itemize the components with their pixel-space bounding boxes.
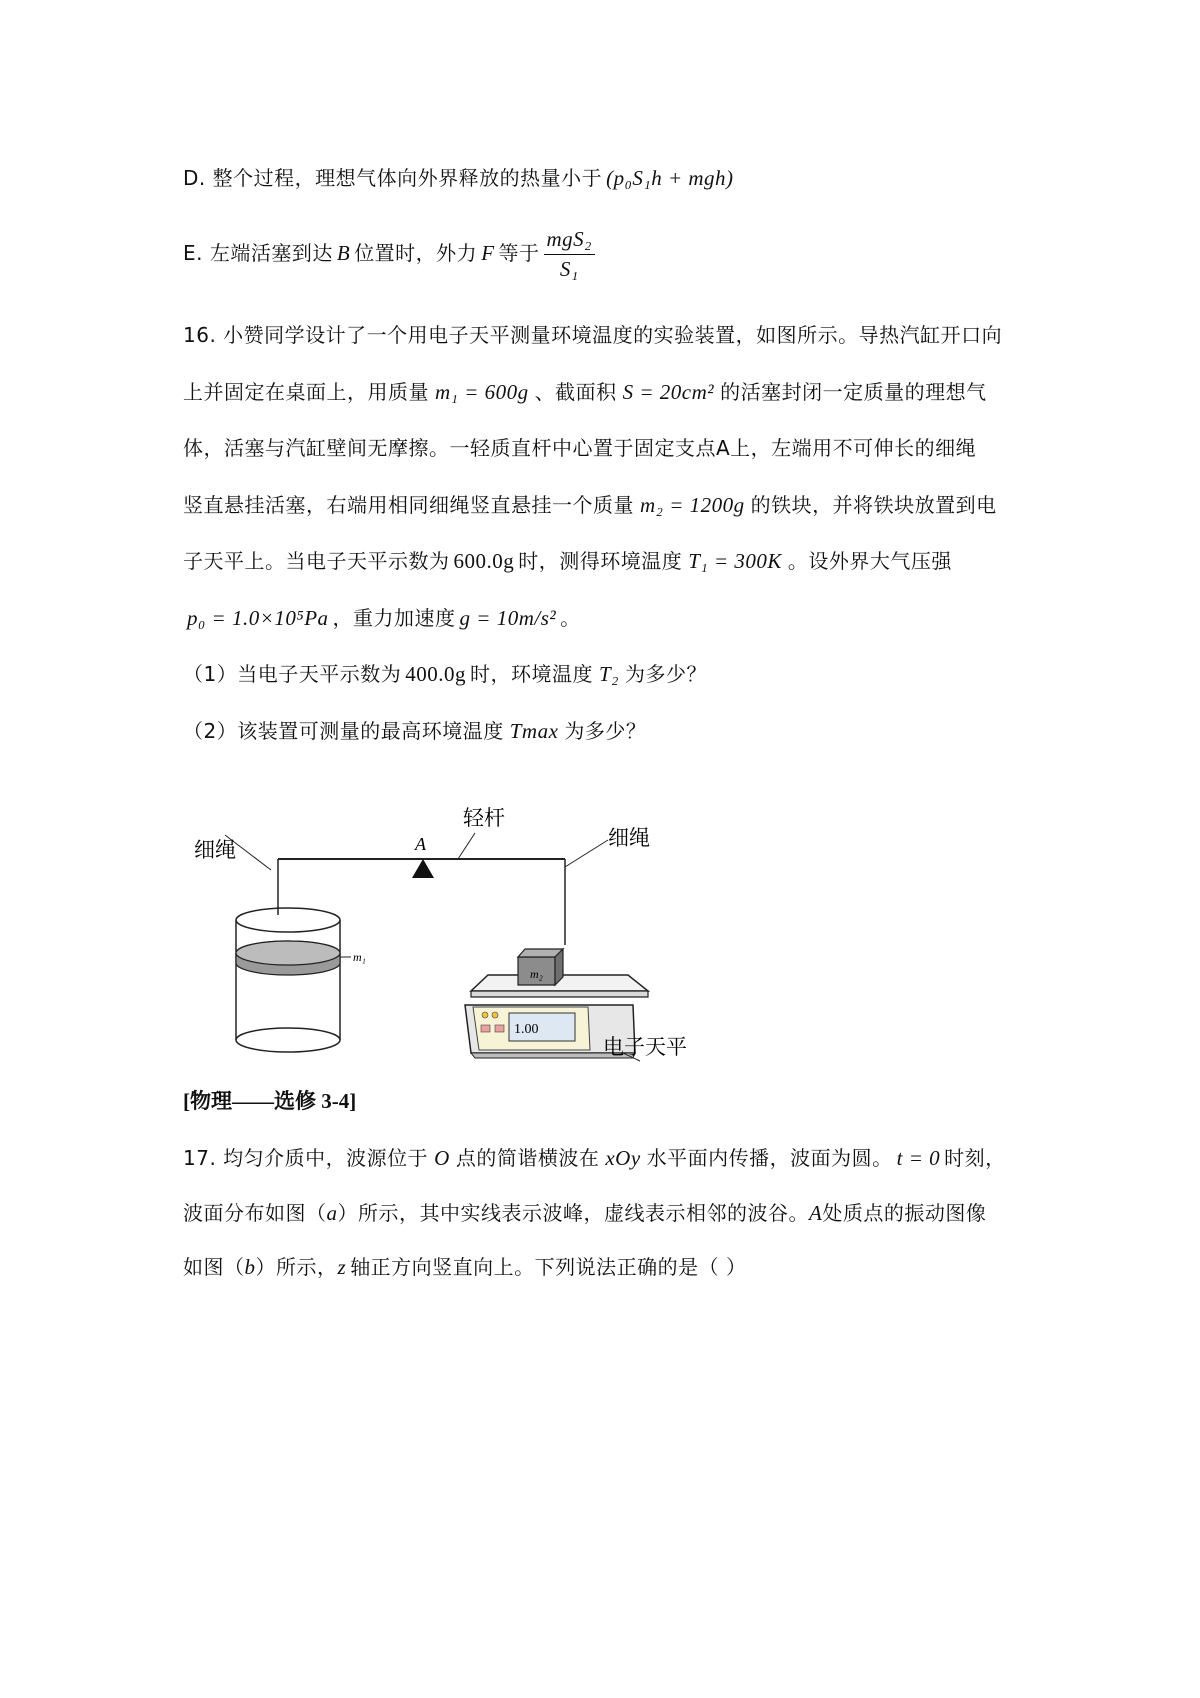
q16-line-2c: 的活塞封闭一定质量的理想气 <box>720 380 987 404</box>
left-rope-label: 细绳 <box>194 838 236 862</box>
q16-sub-2 <box>183 716 646 746</box>
q16-sub-2b: 为多少？ <box>564 719 647 743</box>
q17-line-3a: 如图（ <box>183 1255 245 1279</box>
q17-line-1e: 水平面内传播，波面为圆。 <box>646 1146 893 1170</box>
rod-leader <box>458 833 475 859</box>
option-d-formula: (p₀S₁h + mgh) <box>606 166 734 190</box>
q16-sub-1 <box>183 659 707 689</box>
q16-line-4 <box>183 490 997 520</box>
g-formula: g = 10m/s² <box>459 606 557 630</box>
q17-line-1c: 点的简谐横波在 <box>455 1146 600 1170</box>
q16-line-3-text: 体，活塞与汽缸壁间无摩擦。一轻质直杆中心置于固定支点A上，左端用不可伸长的细绳 <box>183 436 977 460</box>
option-e-text: E. 左端活塞到达 <box>183 241 333 265</box>
option-e-fraction <box>544 226 595 283</box>
tmax-symbol: Tmax <box>509 719 559 743</box>
section-heading: [物理——选修 3-4] <box>183 1089 357 1113</box>
q16-sub-2a: （2）该装置可测量的最高环境温度 <box>183 719 504 743</box>
q16-line-2b: 、截面积 <box>534 380 617 404</box>
pivot-label: A <box>415 834 426 854</box>
q16-line-5 <box>183 546 952 576</box>
q16-line-1 <box>183 320 1002 350</box>
q17-line-1 <box>183 1143 1006 1173</box>
q16-line-5a: 子天平上。当电子天平示数为 <box>183 549 450 573</box>
q16-sub-1a: （1）当电子天平示数为 <box>183 662 402 686</box>
q17-line-1a: 17. 均匀介质中，波源位于 <box>183 1146 429 1170</box>
q16-line-2 <box>183 377 987 407</box>
q16-line-4a: 竖直悬挂活塞，右端用相同细绳竖直悬挂一个质量 <box>183 493 634 517</box>
q16-sub-1b: 时，环境温度 <box>469 662 593 686</box>
q16-line-1-text: 16. 小赞同学设计了一个用电子天平测量环境温度的实验装置，如图所示。导热汽缸开口向 <box>183 323 1003 347</box>
q17-line-3e: 轴正方向竖直向上。下列说法正确的是（ ） <box>350 1255 747 1279</box>
reading-1: 600.0g <box>453 549 515 573</box>
q17-line-2c: ）所示，其中实线表示波峰，虚线表示相邻的波谷。 <box>337 1201 809 1225</box>
option-d-text: D. 整个过程，理想气体向外界释放的热量小于 <box>183 166 603 190</box>
pivot-icon <box>412 859 434 878</box>
right-rope-label: 细绳 <box>608 826 650 850</box>
m2-formula: m₂ = 1200g <box>640 493 745 517</box>
m1-formula: m₁ = 600g <box>435 380 529 404</box>
fraction-numerator: mgS₂ <box>544 226 595 255</box>
apparatus-figure <box>183 795 723 1065</box>
q16-line-3 <box>183 433 976 463</box>
q17-z: z <box>337 1255 347 1279</box>
t1-formula: T₁ = 300K <box>688 549 782 573</box>
t2-symbol: T₂ <box>598 662 619 686</box>
option-e-force: F <box>481 241 495 265</box>
electronic-scale <box>465 949 687 1061</box>
m2-label: m₂ <box>530 967 543 981</box>
q17-t0: t = 0 <box>896 1146 941 1170</box>
fraction-denominator: S₁ <box>559 257 579 281</box>
q16-line-5c: 。设外界大气压强 <box>787 549 952 573</box>
option-e-tail: 等于 <box>498 241 540 265</box>
q17-line-2e: 处质点的振动图像 <box>822 1201 987 1225</box>
q17-line-3 <box>183 1252 747 1282</box>
q17-point-a: A <box>809 1201 823 1225</box>
m1-label: m₁ <box>353 950 366 964</box>
cylinder <box>236 908 366 1052</box>
scale-display-reading: 1.00 <box>514 1022 539 1037</box>
option-e-point: B <box>336 241 351 265</box>
option-e-mid: 位置时，外力 <box>354 241 478 265</box>
right-rope-leader <box>565 840 608 867</box>
q17-xoy: xOy <box>605 1146 641 1170</box>
q17-o: O <box>434 1146 450 1170</box>
scale-label: 电子天平 <box>603 1035 687 1059</box>
q17-b: b <box>244 1255 256 1279</box>
rod-label: 轻杆 <box>463 806 505 830</box>
option-d <box>183 163 734 193</box>
option-e <box>183 225 595 283</box>
p0-formula: p₀ = 1.0×10⁵Pa <box>187 606 329 630</box>
q16-line-4b: 的铁块，并将铁块放置到电 <box>750 493 997 517</box>
reading-2: 400.0g <box>405 662 466 686</box>
q17-line-1g: 时刻， <box>944 1146 1006 1170</box>
q17-a: a <box>326 1201 338 1225</box>
q17-line-3c: ）所示， <box>255 1255 338 1279</box>
q16-line-6 <box>187 603 581 633</box>
q17-line-2 <box>183 1198 986 1228</box>
q16-line-6b: 。 <box>560 606 581 630</box>
q16-line-6a: ，重力加速度 <box>332 606 456 630</box>
s-formula: S = 20cm² <box>622 380 715 404</box>
q16-sub-1c: 为多少？ <box>624 662 707 686</box>
q16-line-5b: 时，测得环境温度 <box>518 549 683 573</box>
q17-line-2a: 波面分布如图（ <box>183 1201 327 1225</box>
q16-line-2a: 上并固定在桌面上，用质量 <box>183 380 429 404</box>
